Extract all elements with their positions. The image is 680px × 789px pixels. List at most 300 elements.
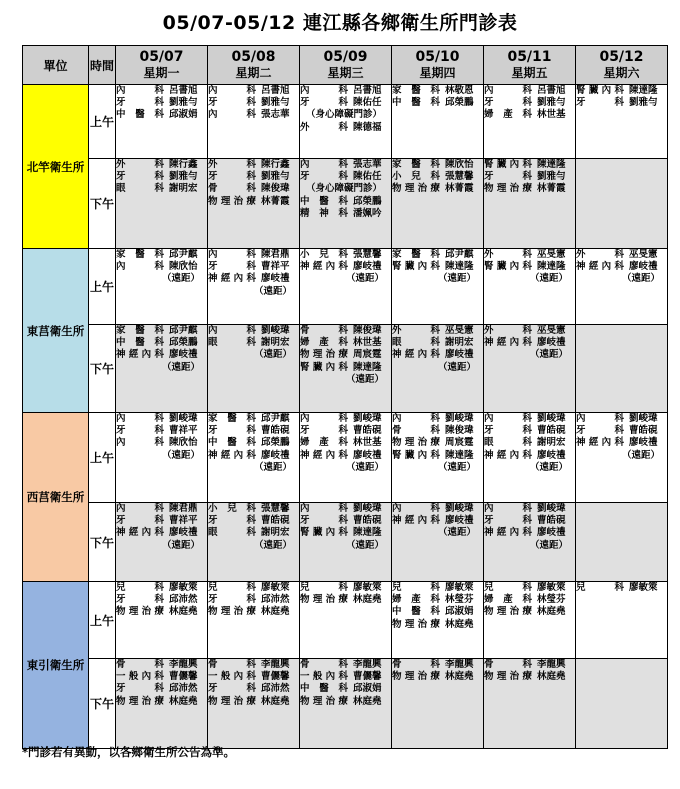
doctor-name: 劉雅勻 (169, 97, 198, 109)
department: 中 醫 科 (116, 109, 164, 121)
doctor-entry (300, 97, 391, 109)
doctor-entry (392, 515, 483, 527)
session-label: 下午 (89, 325, 116, 413)
schedule-cell (208, 85, 300, 159)
department: 婦 產 科 (300, 337, 348, 349)
doctor-name: 曹皓硯 (537, 515, 566, 527)
doctor-entry (576, 261, 667, 273)
department: 牙 科 (208, 594, 256, 606)
doctor-name: 謝明宏 (261, 337, 290, 349)
schedule-cell (208, 659, 300, 749)
day-name: 星期三 (327, 66, 364, 80)
doctor-name: 陳達隆 (445, 449, 474, 461)
day-name: 星期一 (143, 66, 180, 80)
doctor-entry (300, 515, 391, 527)
department: 家 醫 科 (116, 249, 164, 260)
department: 內 科 (300, 159, 348, 170)
doctor-entry (300, 437, 391, 449)
doctor-name: 曹儷馨 (261, 671, 290, 683)
department: 內 科 (208, 325, 256, 336)
clinic-name: 西莒衛生所 (23, 413, 89, 582)
doctor-name: 陳佑任 (353, 171, 382, 183)
schedule-cell (484, 413, 576, 503)
doctor-entry (208, 696, 299, 708)
remote-note: （遠距） (346, 373, 385, 385)
doctor-entry (484, 425, 575, 437)
schedule-cell (392, 85, 484, 159)
doctor-entry (392, 450, 483, 462)
department: 眼 科 (392, 337, 440, 349)
schedule-cell (576, 85, 668, 159)
department: 精 神 科 (300, 207, 348, 219)
department: 內 科 (484, 413, 532, 424)
doctor-entry (300, 349, 391, 361)
schedule-cell (576, 325, 668, 413)
department: 兒 科 (208, 582, 256, 593)
department: 牙 科 (208, 515, 256, 527)
department: 腎臟內科 (392, 449, 440, 461)
unit-header: 單位 (23, 46, 89, 85)
doctor-name: 曹皓硯 (629, 425, 658, 437)
schedule-cell (300, 503, 392, 582)
doctor-entry (300, 413, 391, 425)
doctor-entry (300, 582, 391, 594)
department: 牙 科 (576, 97, 624, 109)
remote-note: （遠距） (530, 273, 569, 285)
doctor-name: 廖岐禮 (445, 515, 474, 527)
doctor-name: 陳俊瑋 (445, 425, 474, 437)
doctor-entry (208, 109, 299, 121)
doctor-entry (484, 413, 575, 425)
department: 內 科 (116, 503, 164, 514)
doctor-name: 呂書旭 (261, 85, 290, 96)
doctor-entry (392, 425, 483, 437)
department: 牙 科 (208, 97, 256, 109)
department: 婦 產 科 (484, 594, 532, 606)
schedule-cell (208, 413, 300, 503)
department: 牙 科 (484, 171, 532, 183)
doctor-entry (300, 671, 391, 683)
department: 神經內科 (392, 349, 440, 361)
doctor-entry (208, 273, 299, 285)
doctor-name: 廖岐禮 (537, 527, 566, 539)
schedule-cell (576, 582, 668, 659)
doctor-name: 廖岐禮 (629, 261, 658, 273)
department: 內 科 (392, 503, 440, 514)
doctor-name: 劉雅勻 (537, 171, 566, 183)
remote-note: （遠距） (438, 527, 477, 539)
doctor-entry (300, 208, 391, 220)
remote-note: （遠距） (254, 539, 293, 551)
doctor-entry (392, 85, 483, 97)
schedule-cell (392, 249, 484, 325)
time-header: 時間 (89, 46, 116, 85)
department: 物理治療 (300, 349, 348, 361)
department: 骨 科 (300, 659, 348, 670)
day-date: 05/10 (415, 49, 460, 65)
department: 牙 科 (300, 171, 348, 183)
department: 神經內科 (576, 437, 624, 449)
doctor-name: 巫旻憲 (629, 249, 658, 260)
doctor-name: 劉峻瑋 (169, 413, 198, 424)
doctor-name: 林敬恩 (445, 85, 474, 96)
schedule-cell (576, 659, 668, 749)
department: 骨 科 (300, 325, 348, 336)
doctor-name: 巫旻憲 (537, 325, 566, 336)
doctor-name: 曹皓硯 (353, 425, 382, 437)
doctor-name: 曹祥平 (169, 425, 198, 437)
schedule-cell (208, 503, 300, 582)
doctor-name: 廖敏箂 (445, 582, 474, 593)
department: 物理治療 (116, 695, 164, 707)
doctor-entry (300, 450, 391, 462)
department: 中 醫 科 (300, 683, 348, 695)
department: 中 醫 科 (208, 437, 256, 449)
department: 外 科 (576, 249, 624, 260)
department: 內 科 (300, 413, 348, 424)
department: 外 科 (208, 159, 256, 170)
schedule-cell (116, 159, 208, 249)
remote-note: （遠距） (254, 285, 293, 297)
doctor-entry (392, 349, 483, 361)
schedule-cell (484, 503, 576, 582)
doctor-entry (576, 437, 667, 449)
doctor-name: 邱榮鵬 (169, 337, 198, 349)
department: 物理治療 (392, 671, 440, 683)
remote-note: （遠距） (162, 449, 201, 461)
session-label: 上午 (89, 85, 116, 159)
day-date: 05/11 (507, 49, 552, 65)
schedule-cell (392, 159, 484, 249)
doctor-name: 林世基 (353, 437, 382, 449)
clinic-am-row (23, 413, 668, 503)
doctor-name: 邱尹麒 (169, 249, 198, 260)
doctor-name: 呂書旭 (353, 85, 382, 96)
doctor-name: 呂書旭 (169, 85, 198, 96)
doctor-name: 劉峻瑋 (353, 413, 382, 424)
doctor-name: 邱榮鵬 (353, 195, 382, 207)
day-header (392, 46, 484, 85)
doctor-entry (484, 582, 575, 594)
department: 神經內科 (208, 273, 256, 285)
doctor-name: 邱榮鵬 (445, 97, 474, 109)
doctor-entry (208, 527, 299, 539)
doctor-name: 曹皓硯 (261, 515, 290, 527)
department: 牙 科 (484, 97, 532, 109)
doctor-name: 林菁霞 (537, 183, 566, 195)
doctor-name: 林庭堯 (261, 606, 290, 618)
session-label: 下午 (89, 503, 116, 582)
department: 家 醫 科 (116, 325, 164, 336)
department: 兒 科 (300, 582, 348, 593)
schedule-cell (300, 249, 392, 325)
schedule-cell (208, 325, 300, 413)
doctor-entry (484, 261, 575, 273)
department: 牙 科 (300, 515, 348, 527)
doctor-name: 廖岐禮 (261, 449, 290, 461)
department: 骨 科 (116, 659, 164, 670)
doctor-name: 廖岐禮 (445, 349, 474, 361)
department: 內 科 (208, 249, 256, 260)
doctor-name: 陳俊瑋 (353, 325, 382, 336)
doctor-entry (116, 183, 207, 195)
remote-note: （遠距） (254, 349, 293, 361)
doctor-entry (208, 450, 299, 462)
department: 牙 科 (484, 515, 532, 527)
schedule-cell (116, 503, 208, 582)
doctor-name: 廖敏箂 (629, 582, 658, 593)
doctor-name: 廖敏箂 (261, 582, 290, 593)
doctor-entry (576, 582, 667, 594)
remote-note: （遠距） (622, 449, 661, 461)
doctor-entry (300, 503, 391, 515)
doctor-entry (300, 171, 391, 183)
department: 腎臟內科 (300, 527, 348, 539)
doctor-entry (208, 261, 299, 273)
doctor-name: 林庭堯 (169, 695, 198, 707)
doctor-name: 張慧馨 (261, 503, 290, 514)
department: 內 科 (484, 503, 532, 514)
doctor-name: 廖岐禮 (629, 437, 658, 449)
doctor-entry (484, 109, 575, 121)
doctor-entry (116, 606, 207, 618)
doctor-entry (484, 450, 575, 462)
doctor-name: 邱淑娟 (353, 683, 382, 695)
schedule-cell (484, 85, 576, 159)
clinic-am-row (23, 249, 668, 325)
session-label: 下午 (89, 659, 116, 749)
schedule-body (23, 85, 668, 749)
schedule-cell (576, 159, 668, 249)
doctor-name: 陳君鼎 (169, 503, 198, 514)
doctor-entry (208, 249, 299, 261)
department: 家 醫 科 (392, 159, 440, 170)
clinic-am-row (23, 85, 668, 159)
schedule-cell (484, 659, 576, 749)
department: 內 科 (116, 437, 164, 449)
doctor-name: 林世基 (353, 337, 382, 349)
remote-note: （遠距） (530, 461, 569, 473)
session-label: 上午 (89, 582, 116, 659)
doctor-name: 劉雅勻 (629, 97, 658, 109)
doctor-entry (208, 659, 299, 671)
department: 牙 科 (300, 425, 348, 437)
department: 兒 科 (576, 582, 624, 593)
department: 神經內科 (484, 527, 532, 539)
doctor-entry (392, 594, 483, 606)
doctor-entry (392, 249, 483, 261)
doctor-entry (116, 515, 207, 527)
department: 物理治療 (484, 183, 532, 195)
schedule-cell (484, 159, 576, 249)
doctor-name: 林菁霞 (445, 183, 474, 195)
doctor-name: 林庭堯 (537, 671, 566, 683)
doctor-name: 邱榮鵬 (261, 437, 290, 449)
doctor-entry (208, 97, 299, 109)
doctor-entry (208, 437, 299, 449)
department: 兒 科 (392, 582, 440, 593)
department: 外 科 (116, 159, 164, 170)
doctor-entry (392, 671, 483, 683)
doctor-entry (300, 337, 391, 349)
doctor-entry (484, 159, 575, 171)
department: 物理治療 (300, 594, 348, 606)
department: 神經內科 (208, 449, 256, 461)
doctor-entry (208, 196, 299, 208)
doctor-entry (116, 582, 207, 594)
doctor-entry (300, 696, 391, 708)
schedule-cell (484, 249, 576, 325)
doctor-name: 劉峻瑋 (445, 503, 474, 514)
doctor-entry (208, 515, 299, 527)
doctor-entry (208, 425, 299, 437)
session-label: 下午 (89, 159, 116, 249)
doctor-entry (484, 171, 575, 183)
doctor-entry (576, 413, 667, 425)
doctor-name: 李龍興 (537, 659, 566, 670)
doctor-name: 劉雅勻 (261, 171, 290, 183)
doctor-name: 呂書旭 (537, 85, 566, 96)
doctor-name: 潘姵吟 (353, 207, 382, 219)
department: 神經內科 (484, 337, 532, 349)
doctor-entry (576, 97, 667, 109)
doctor-entry (484, 85, 575, 97)
doctor-name: 廖岐禮 (169, 349, 198, 361)
department: 腎臟內科 (576, 85, 624, 96)
schedule-cell (300, 582, 392, 659)
doctor-entry (116, 671, 207, 683)
department: 內 科 (576, 413, 624, 424)
department: 眼 科 (484, 437, 532, 449)
department: 腎臟內科 (484, 261, 532, 273)
department: 家 醫 科 (208, 413, 256, 424)
department: 神經內科 (300, 261, 348, 273)
doctor-entry (116, 659, 207, 671)
department: 內 科 (116, 261, 164, 273)
department: 牙 科 (116, 171, 164, 183)
schedule-cell (392, 582, 484, 659)
department: 牙 科 (576, 425, 624, 437)
doctor-entry (300, 659, 391, 671)
remote-note: （遠距） (438, 461, 477, 473)
department: 內 科 (208, 85, 256, 96)
doctor-name: 李龍興 (445, 659, 474, 670)
department: 骨 科 (208, 183, 256, 195)
schedule-cell (116, 413, 208, 503)
department: 內 科 (116, 413, 164, 424)
department: 腎臟內科 (484, 159, 532, 170)
doctor-name: 謝明宏 (261, 527, 290, 539)
department: 物理治療 (392, 183, 440, 195)
doctor-entry (392, 413, 483, 425)
doctor-name: 李龍興 (169, 659, 198, 670)
doctor-entry (300, 683, 391, 695)
doctor-name: 張志華 (261, 109, 290, 121)
department: 內 科 (208, 109, 256, 121)
department: 牙 科 (116, 425, 164, 437)
doctor-name: 周宸霆 (353, 349, 382, 361)
day-name: 星期六 (603, 66, 640, 80)
remote-note: （遠距） (162, 539, 201, 551)
doctor-entry (484, 337, 575, 349)
doctor-name: 廖岐禮 (169, 527, 198, 539)
doctor-entry (116, 85, 207, 97)
department: 骨 科 (484, 659, 532, 670)
footnote: *門診若有異動，以各鄉衛生所公告為準。 (22, 745, 236, 759)
doctor-name: 林菁霞 (261, 195, 290, 207)
doctor-entry (484, 515, 575, 527)
schedule-cell (392, 503, 484, 582)
session-label: 上午 (89, 249, 116, 325)
department: 牙 科 (208, 171, 256, 183)
department: 神經內科 (392, 515, 440, 527)
doctor-name: 陳欣怡 (169, 437, 198, 449)
day-header (300, 46, 392, 85)
doctor-name: 廖敏箂 (353, 582, 382, 593)
doctor-name: 邱尹麒 (169, 325, 198, 336)
doctor-name: 曹儷馨 (353, 671, 382, 683)
doctor-name: 李龍興 (261, 659, 290, 670)
doctor-entry (300, 261, 391, 273)
department: 牙 科 (300, 97, 348, 109)
doctor-name: 曹皓硯 (353, 515, 382, 527)
doctor-name: 廖岐禮 (537, 449, 566, 461)
doctor-name: 林世基 (537, 109, 566, 121)
remote-note: （遠距） (530, 349, 569, 361)
doctor-name: 邱沛然 (261, 683, 290, 695)
doctor-entry (300, 527, 391, 539)
doctor-name: 林庭堯 (353, 695, 382, 707)
doctor-name: 周宸霆 (445, 437, 474, 449)
schedule-cell (116, 659, 208, 749)
schedule-cell (392, 325, 484, 413)
schedule-cell (208, 582, 300, 659)
doctor-entry (392, 261, 483, 273)
schedule-cell (116, 85, 208, 159)
department: 小 兒 科 (300, 249, 348, 260)
remote-note: （遠距） (346, 273, 385, 285)
doctor-entry (116, 683, 207, 695)
schedule-cell (208, 249, 300, 325)
department: 物理治療 (208, 606, 256, 618)
doctor-entry (300, 594, 391, 606)
department: 一般內科 (116, 671, 164, 683)
doctor-entry (300, 122, 391, 134)
department: 牙 科 (116, 515, 164, 527)
doctor-entry (484, 249, 575, 261)
department: 神經內科 (300, 449, 348, 461)
remote-note: （遠距） (346, 461, 385, 473)
department: 牙 科 (208, 261, 256, 273)
department: 物理治療 (484, 606, 532, 618)
department: 牙 科 (208, 425, 256, 437)
doctor-entry (116, 97, 207, 109)
doctor-name: 曹皓硯 (261, 425, 290, 437)
doctor-entry (116, 594, 207, 606)
day-name: 星期四 (419, 66, 456, 80)
remote-note: （遠距） (530, 539, 569, 551)
clinic-name: 北竿衛生所 (23, 85, 89, 249)
department: 中 醫 科 (392, 97, 440, 109)
schedule-cell (300, 159, 392, 249)
schedule-cell (576, 503, 668, 582)
schedule-cell (116, 325, 208, 413)
department: 小 兒 科 (208, 503, 256, 514)
doctor-name: 曹祥平 (169, 515, 198, 527)
schedule-cell (300, 325, 392, 413)
doctor-entry (116, 109, 207, 121)
doctor-entry (300, 425, 391, 437)
